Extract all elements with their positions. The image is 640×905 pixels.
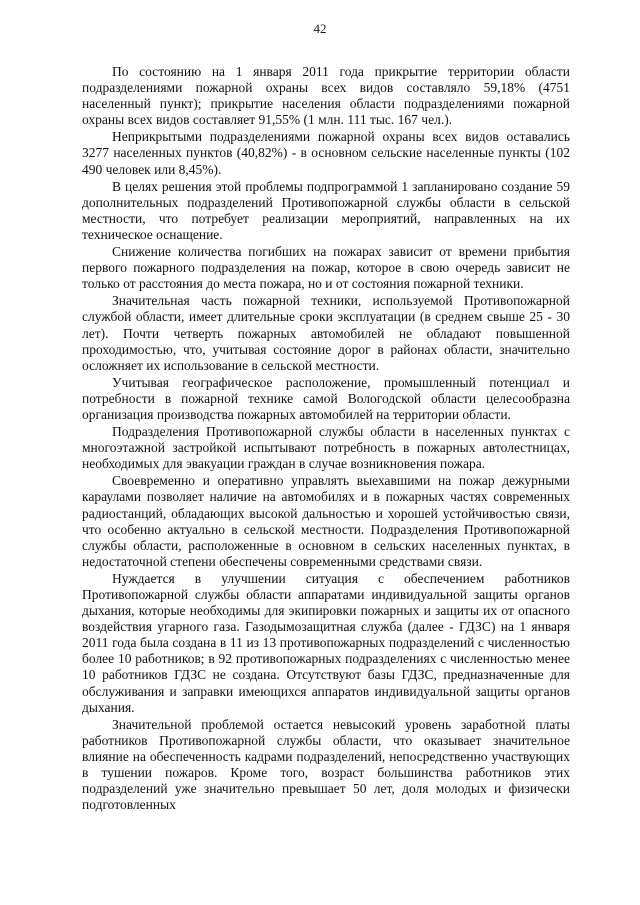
paragraph: Своевременно и оперативно управлять выехавшими на пожар дежурными караулами позволяет наличие на автомобилях и в пожарных частях современных радиостанций, обладающих высокой дальностью и хорошей устойчивостью связи, что особенно актуально в сельской местности. Подразделения Противопожарной службы области, расположенные в основном в сельских населенных пунктах, в недостаточной степени обеспечены современными средствами связи.	[82, 473, 570, 569]
paragraph: Учитывая географическое расположение, промышленный потенциал и потребности в пожарной технике самой Вологодской области целесообразна организация производства пожарных автомобилей на территории области.	[82, 374, 570, 422]
page-number: 42	[313, 21, 327, 36]
paragraph: По состоянию на 1 января 2011 года прикрытие территории области подразделениями пожарной охраны всех видов составляло 59,18% (4751 населенный пункт); прикрытие населения области подразделениями пожарной охраны всех видов составляет 91,55% (1 млн. 111 тыс. 167 чел.).	[82, 64, 570, 128]
document-body	[82, 64, 570, 814]
paragraph: Подразделения Противопожарной службы области в населенных пунктах с многоэтажной застройкой испытывают потребность в пожарных автолестницах, необходимых для эвакуации граждан в случае возникновения пожара.	[82, 424, 570, 472]
paragraph: Неприкрытыми подразделениями пожарной охраны всех видов оставались 3277 населенных пунктов (40,82%) - в основном сельские населенные пункты (102 490 человек или 8,45%).	[82, 129, 570, 177]
paragraph: Снижение количества погибших на пожарах зависит от времени прибытия первого пожарного подразделения на пожар, которое в свою очередь зависит не только от расстояния до места пожара, но и от состояния пожарной техники.	[82, 244, 570, 292]
paragraph: В целях решения этой проблемы подпрограммой 1 запланировано создание 59 дополнительных подразделений Противопожарной службы области в сельской местности, что потребует реализации мероприятий, направленных на их техническое оснащение.	[82, 178, 570, 242]
paragraph: Значительная часть пожарной техники, используемой Противопожарной службой области, имеет длительные сроки эксплуатации (в среднем свыше 25 - 30 лет). Почти четверть пожарных автомобилей не обладают повышенной проходимостью, что, учитывая состояние дорог в районах области, значительно осложняет их использование в сельской местности.	[82, 293, 570, 373]
paragraph: Нуждается в улучшении ситуация с обеспечением работников Противопожарной службы области аппаратами индивидуальной защиты органов дыхания, которые необходимы для экипировки пожарных и защиты их от опасного воздействия угарного газа. Газодымозащитная служба (далее - ГДЗС) на 1 января 2011 года была создана в 11 из 13 противопожарных подразделений с численностью более 10 работников; в 92 противопожарных подразделениях с численностью менее 10 работников ГДЗС не создана. Отсутствуют базы ГДЗС, предназначенные для обслуживания и заправки имеющихся аппаратов индивидуальной защиты органов дыхания.	[82, 570, 570, 715]
paragraph: Значительной проблемой остается невысокий уровень заработной платы работников Противопожарной службы области, что оказывает значительное влияние на обеспеченность кадрами подразделений, непосредственно участвующих в тушении пожаров. Кроме того, возраст большинства работников этих подразделений уже значительно превышает 50 лет, доля молодых и физически подготовленных	[82, 716, 570, 813]
